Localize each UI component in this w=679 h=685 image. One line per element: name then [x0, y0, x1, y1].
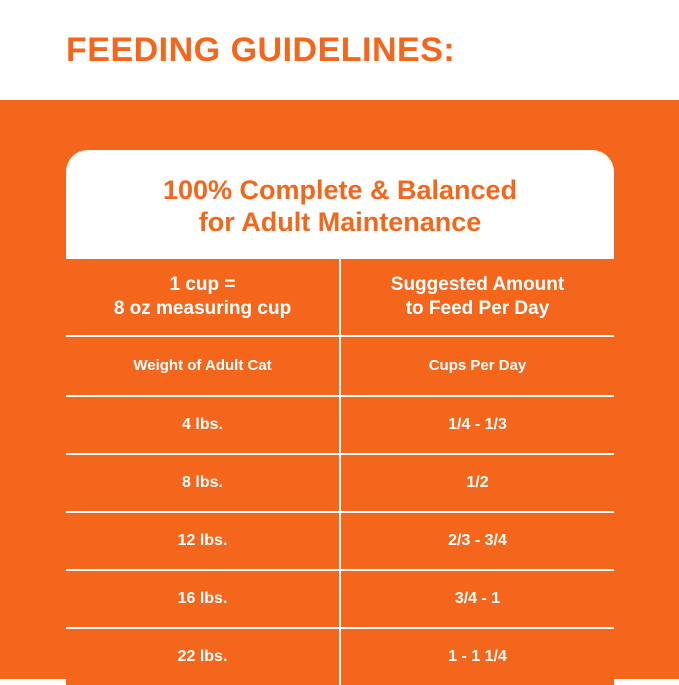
column-header-cups: Cups Per Day	[340, 336, 614, 396]
cell-weight: 12 lbs.	[66, 512, 340, 570]
table-row	[66, 396, 614, 454]
table-row	[66, 512, 614, 570]
feeding-chart-card	[66, 150, 614, 665]
cell-weight: 4 lbs.	[66, 396, 340, 454]
suggested-amount-line-1: Suggested Amount	[390, 274, 565, 296]
cell-cups: 1/4 - 1/3	[340, 396, 614, 454]
cell-weight: 8 lbs.	[66, 454, 340, 512]
cell-cups: 2/3 - 3/4	[340, 512, 614, 570]
table-row	[66, 628, 614, 685]
page-title: FEEDING GUIDELINES:	[66, 31, 456, 69]
cell-weight: 22 lbs.	[66, 628, 340, 685]
cup-definition-cell	[66, 258, 340, 336]
suggested-amount-cell	[340, 258, 614, 336]
card-title	[66, 150, 614, 257]
table-row	[66, 336, 614, 396]
card-title-line-2: for Adult Maintenance	[198, 207, 482, 238]
column-header-weight: Weight of Adult Cat	[66, 336, 340, 396]
cup-definition-line-1: 1 cup =	[169, 274, 236, 296]
cell-cups: 1 - 1 1/4	[340, 628, 614, 685]
table-row	[66, 258, 614, 336]
feeding-table	[66, 257, 614, 685]
suggested-amount-line-2: to Feed Per Day	[405, 297, 550, 319]
table-row	[66, 454, 614, 512]
orange-background-panel	[0, 100, 679, 679]
cell-weight: 16 lbs.	[66, 570, 340, 628]
table-row	[66, 570, 614, 628]
card-title-line-1: 100% Complete & Balanced	[162, 175, 518, 205]
cup-definition-line-2: 8 oz measuring cup	[113, 297, 292, 319]
cell-cups: 1/2	[340, 454, 614, 512]
cell-cups: 3/4 - 1	[340, 570, 614, 628]
page-header	[0, 0, 679, 100]
